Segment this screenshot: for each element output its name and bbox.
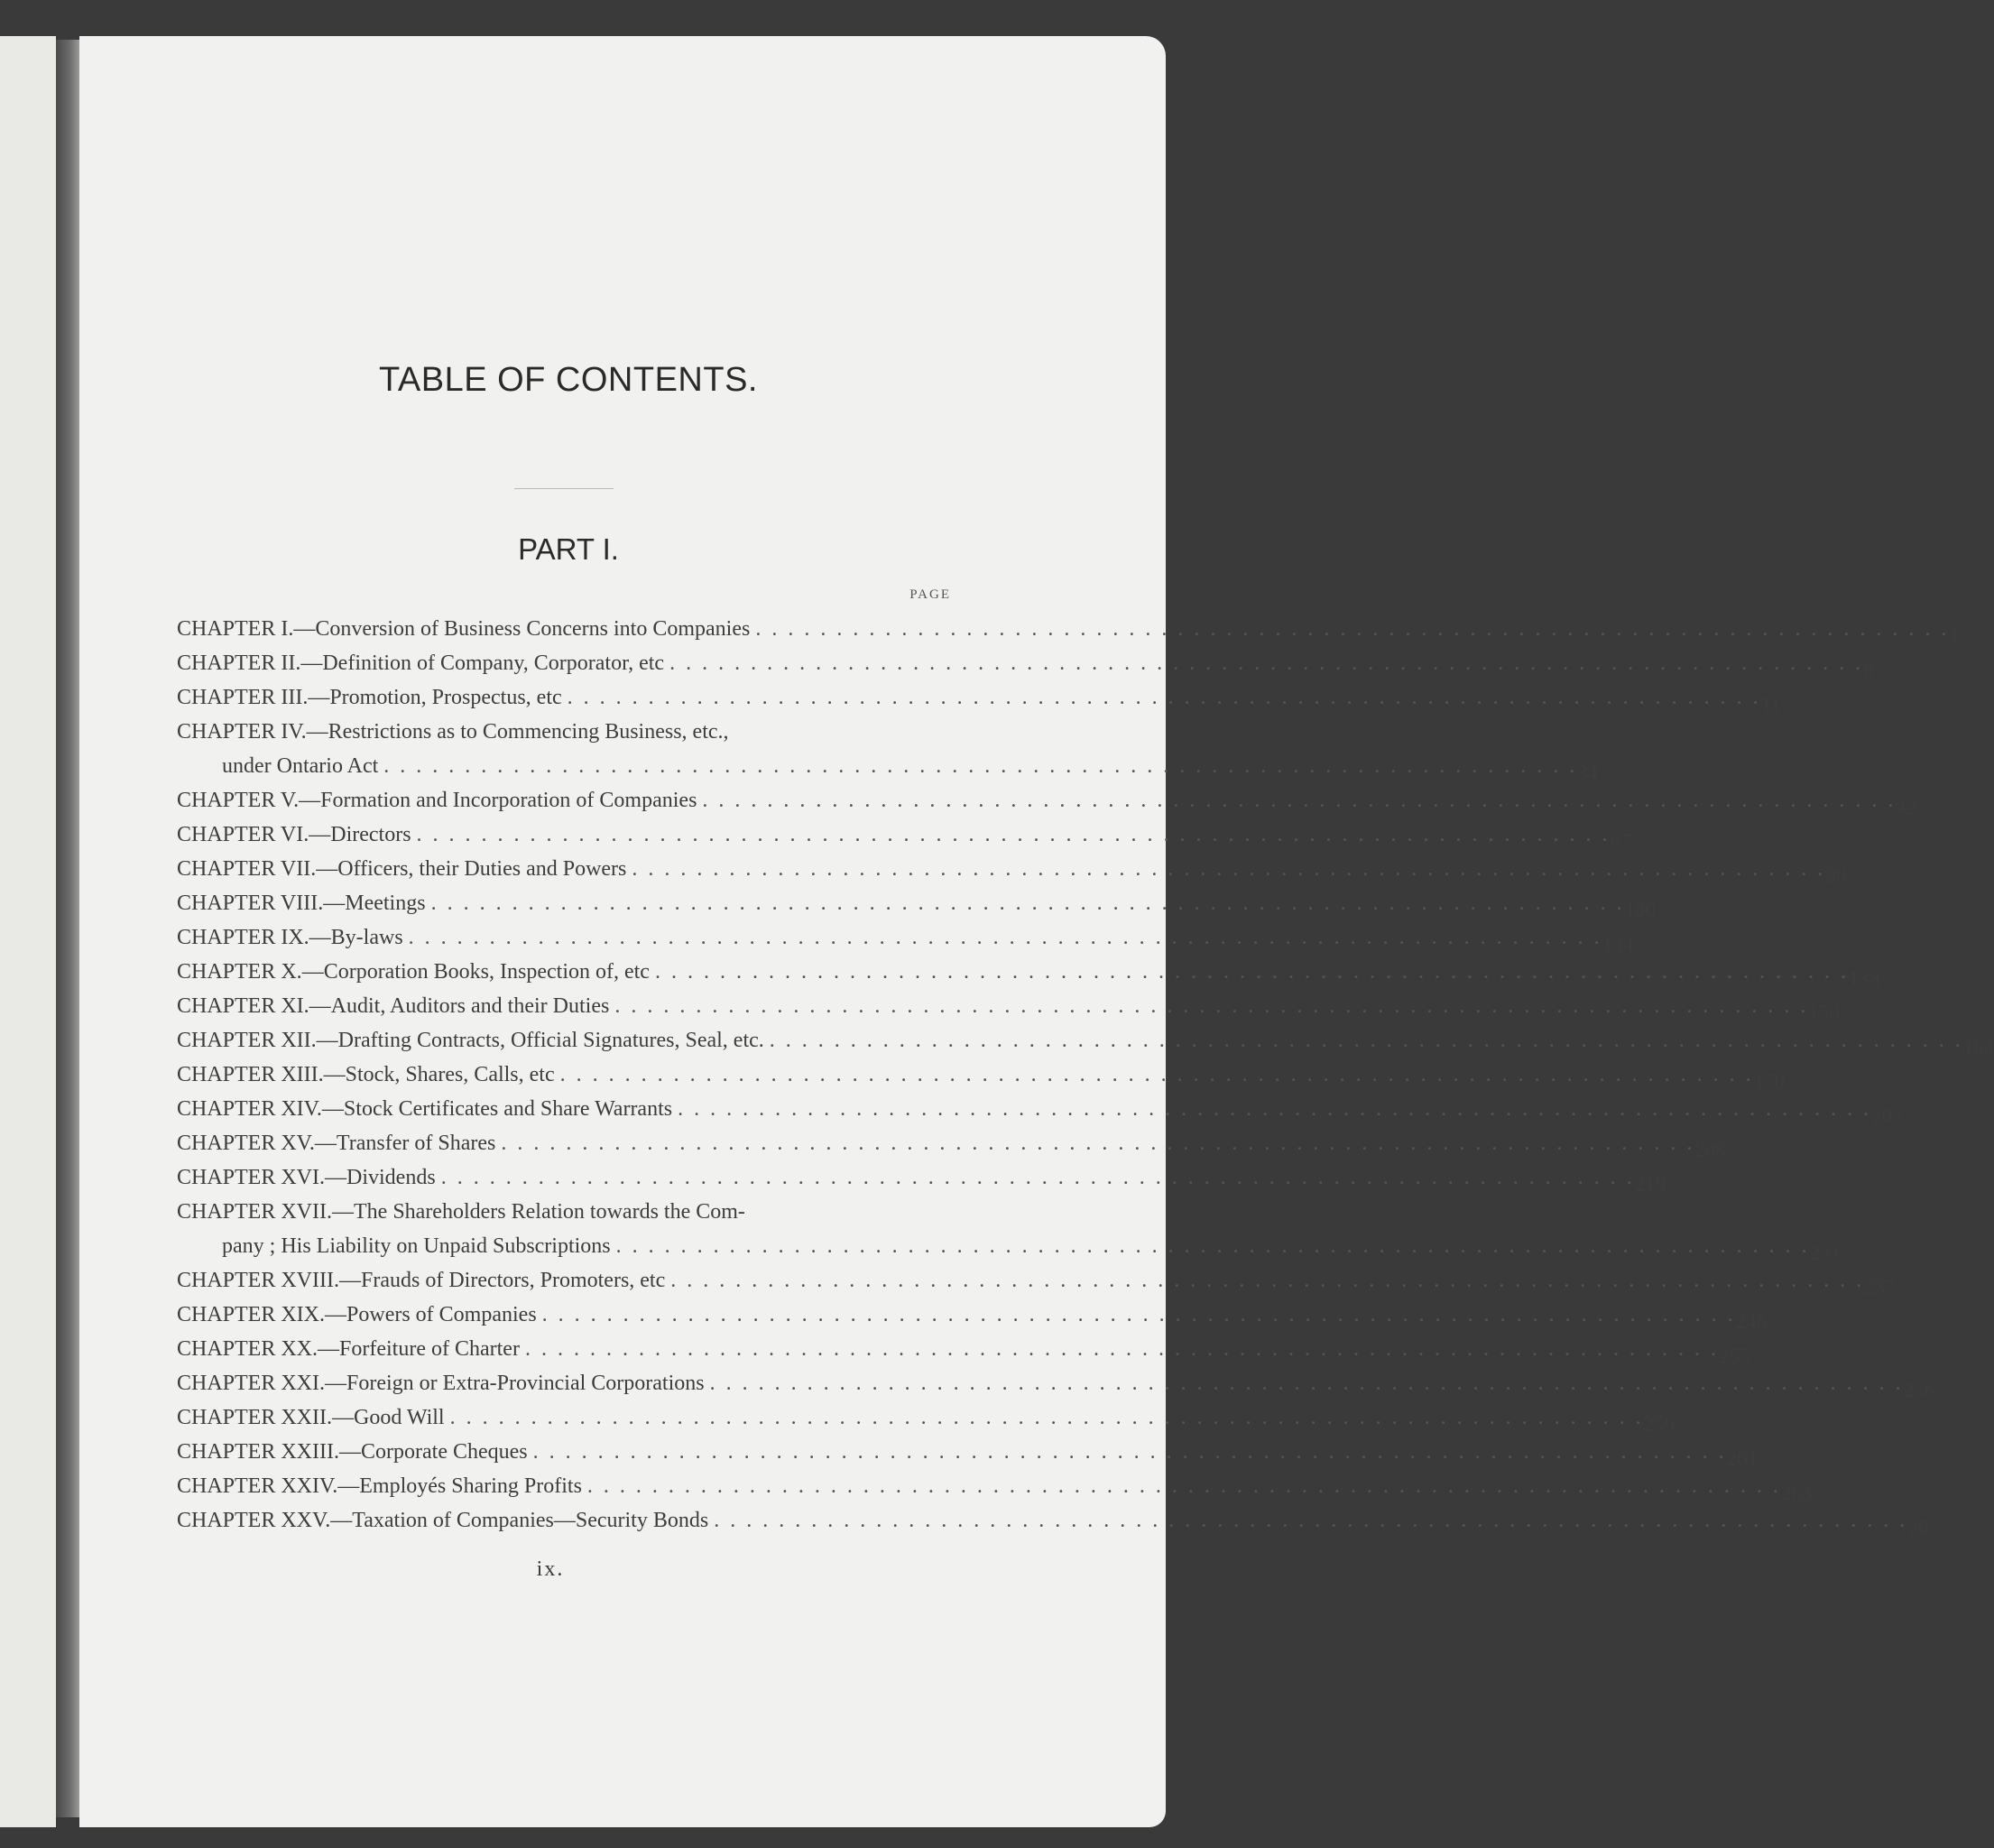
title-divider	[514, 488, 614, 489]
dot-leader: . . . . . . . . . . . . . . . . . . . . . . . . . . . . . . . . . . . . . . . . . . . . . . . . . . . . . . . . . . . . . . . . . . . . . . . . . .	[632, 857, 1826, 881]
chapter-number: CHAPTER XVI.	[177, 1166, 326, 1189]
chapter-title: —Audit, Auditors and their Duties	[309, 994, 610, 1018]
page-number: 11	[1760, 693, 1781, 716]
chapter-number: CHAPTER XXIV.	[177, 1474, 338, 1498]
chapter-title: —Drafting Contracts, Official Signatures, Seal, etc.	[316, 1029, 764, 1052]
toc-entry	[177, 1435, 1759, 1470]
chapter-title-continuation: pany ; His Liability on Unpaid Subscriptions	[222, 1234, 611, 1258]
chapter-number: CHAPTER III.	[177, 686, 309, 709]
toc-entry-text	[177, 886, 1625, 920]
toc-entry-text	[177, 1023, 1963, 1058]
toc-entry	[177, 612, 1960, 647]
toc-entry	[177, 955, 1880, 990]
facing-page-edge	[0, 36, 56, 1827]
chapter-title: —By-laws	[309, 926, 403, 949]
page-number: 255	[1718, 1344, 1750, 1367]
toc-entry-text	[177, 1400, 1644, 1435]
toc-entry	[177, 1263, 1896, 1298]
toc-entry-text	[177, 1160, 1635, 1195]
chapter-number: CHAPTER XXV.	[177, 1509, 331, 1532]
page-folio: ix.	[536, 1557, 565, 1581]
page-number: 205	[1871, 1104, 1903, 1127]
toc-entry	[177, 646, 1874, 681]
dot-leader: . . . . . . . . . . . . . . . . . . . . . . . . . . . . . . . . . . . . . . . . . . . . . . . . . . . . . . . . . . . . . . . . . . . . . . . . . .	[524, 1337, 1719, 1361]
toc-entry	[177, 680, 1781, 716]
toc-entry	[177, 1195, 1842, 1264]
page-number: 259	[1643, 1413, 1676, 1436]
dot-leader: . . . . . . . . . . . . . . . . . . . . . . . . . . . . . . . . . . . . . . . . . . . . . . . . . . . . . . . . . . . . . . . . . . . . . . . . . .	[615, 1234, 1810, 1258]
dot-leader: . . . . . . . . . . . . . . . . . . . . . . . . . . . . . . . . . . . . . . . . . . . . . . . . . . . . . . . . . . . . . . . . . . . . . . . . . .	[769, 1029, 1963, 1052]
page-number: 8	[1863, 659, 1874, 681]
toc-entry-text	[177, 1263, 1864, 1298]
chapter-title: —The Shareholders Relation towards the Com-	[332, 1200, 745, 1224]
chapter-number: CHAPTER XVII.	[177, 1200, 332, 1224]
chapter-title: —Stock Certificates and Share Warrants	[321, 1097, 673, 1121]
dot-leader: . . . . . . . . . . . . . . . . . . . . . . . . . . . . . . . . . . . . . . . . . . . . . . . . . . . . . . . . . . . . . . . . . . . . . . . . . .	[449, 1406, 1644, 1429]
chapter-number: CHAPTER VII.	[177, 857, 317, 881]
toc-entry	[177, 818, 1631, 853]
dot-leader: . . . . . . . . . . . . . . . . . . . . . . . . . . . . . . . . . . . . . . . . . . . . . . . . . . . . . . . . . . . . . . . . . . . . . . . . . .	[559, 1063, 1754, 1086]
page-number: 263	[1780, 1482, 1813, 1504]
chapter-title: —Promotion, Prospectus, etc	[308, 686, 562, 709]
dot-leader: . . . . . . . . . . . . . . . . . . . . . . . . . . . . . . . . . . . . . . . . . . . . . . . . . . . . . . . . . . . . . . . . . . . . . . . . . .	[383, 754, 1578, 778]
toc-entry	[177, 1298, 1768, 1333]
dot-leader: . . . . . . . . . . . . . . . . . . . . . . . . . . . . . . . . . . . . . . . . . . . . . . . . . . . . . . . . . . . . . . . . . . . . . . . . . .	[714, 1509, 1908, 1532]
page-number: 150	[1808, 1002, 1840, 1024]
chapter-number: CHAPTER XI.	[177, 994, 309, 1018]
page-column-label: PAGE	[909, 587, 951, 602]
dot-leader: . . . . . . . . . . . . . . . . . . . . . . . . . . . . . . . . . . . . . . . . . . . . . . . . . . . . . . . . . . . . . . . . . . . . . . . . . .	[408, 926, 1602, 949]
chapter-number: CHAPTER I.	[177, 617, 294, 641]
chapter-number: CHAPTER X.	[177, 960, 302, 984]
toc-entry-text	[177, 1469, 1781, 1503]
chapter-number: CHAPTER XIV.	[177, 1097, 322, 1121]
toc-entry-text	[177, 920, 1602, 955]
page-number: 219	[1634, 1173, 1666, 1196]
chapter-title: —Stock, Shares, Calls, etc	[323, 1063, 555, 1086]
chapter-number: CHAPTER XV.	[177, 1132, 315, 1155]
dot-leader: . . . . . . . . . . . . . . . . . . . . . . . . . . . . . . . . . . . . . . . . . . . . . . . . . . . . . . . . . . . . . . . . . . . . . . . . . .	[532, 1440, 1727, 1464]
toc-entry-text	[177, 818, 1611, 852]
chapter-title-continuation: under Ontario Act	[222, 754, 379, 778]
dot-leader: . . . . . . . . . . . . . . . . . . . . . . . . . . . . . . . . . . . . . . . . . . . . . . . . . . . . . . . . . . . . . . . . . . . . . . . . . .	[567, 686, 1761, 709]
page-number: 261	[1726, 1447, 1759, 1470]
chapter-title: —Dividends	[325, 1166, 436, 1189]
toc-entry-text	[177, 1503, 1907, 1538]
dot-leader: . . . . . . . . . . . . . . . . . . . . . . . . . . . . . . . . . . . . . . . . . . . . . . . . . . . . . . . . . . . . . . . . . . . . . . . . . .	[670, 1269, 1865, 1292]
toc-entry-text	[177, 989, 1808, 1023]
chapter-title: —Meetings	[323, 892, 426, 915]
page-number: 256	[1903, 1379, 1935, 1401]
chapter-number: CHAPTER IX.	[177, 926, 309, 949]
chapter-number: CHAPTER XX.	[177, 1337, 318, 1361]
page-number: 208	[1694, 1139, 1726, 1161]
toc-entry	[177, 852, 1847, 887]
toc-entry	[177, 920, 1634, 956]
dot-leader: . . . . . . . . . . . . . . . . . . . . . . . . . . . . . . . . . . . . . . . . . . . . . . . . . . . . . . . . . . . . . . . . . . . . . . . . . .	[755, 617, 1950, 641]
chapter-number: CHAPTER II.	[177, 651, 301, 675]
dot-leader: . . . . . . . . . . . . . . . . . . . . . . . . . . . . . . . . . . . . . . . . . . . . . . . . . . . . . . . . . . . . . . . . . . . . . . . . . .	[541, 1303, 1736, 1326]
toc-entry-text	[177, 646, 1863, 680]
dot-leader: . . . . . . . . . . . . . . . . . . . . . . . . . . . . . . . . . . . . . . . . . . . . . . . . . . . . . . . . . . . . . . . . . . . . . . . . . .	[702, 789, 1897, 812]
chapter-title: —Powers of Companies	[325, 1303, 537, 1326]
toc-entry	[177, 1058, 1786, 1093]
dot-leader: . . . . . . . . . . . . . . . . . . . . . . . . . . . . . . . . . . . . . . . . . . . . . . . . . . . . . . . . . . . . . . . . . . . . . . . . . .	[440, 1166, 1635, 1189]
chapter-title: —Formation and Incorporation of Companies	[299, 789, 697, 812]
toc-entry-text	[177, 1332, 1719, 1366]
chapter-title: —Definition of Company, Corporator, etc	[300, 651, 665, 675]
chapter-title: —Officers, their Duties and Powers	[316, 857, 627, 881]
page-number: 42	[1896, 796, 1917, 818]
dot-leader: . . . . . . . . . . . . . . . . . . . . . . . . . . . . . . . . . . . . . . . . . . . . . . . . . . . . . . . . . . . . . . . . . . . . . . . . . .	[501, 1132, 1695, 1155]
page-number: 1	[1949, 624, 1960, 647]
page-number: 134	[1602, 933, 1634, 956]
chapter-title: —Employés Sharing Profits	[337, 1474, 582, 1498]
toc-entry	[177, 1023, 1994, 1058]
toc-entry	[177, 989, 1840, 1024]
dot-leader: . . . . . . . . . . . . . . . . . . . . . . . . . . . . . . . . . . . . . . . . . . . . . . . . . . . . . . . . . . . . . . . . . . . . . . . . . .	[430, 892, 1625, 915]
dot-leader: . . . . . . . . . . . . . . . . . . . . . . . . . . . . . . . . . . . . . . . . . . . . . . . . . . . . . . . . . . . . . . . . . . . . . . . . . .	[709, 1372, 1904, 1395]
toc-entry	[177, 1366, 1935, 1401]
chapter-number: CHAPTER V.	[177, 789, 300, 812]
chapter-title: —Corporation Books, Inspection of, etc	[301, 960, 650, 984]
toc-entry	[177, 886, 1657, 921]
toc-entry-text	[177, 1298, 1736, 1332]
chapter-title: —Conversion of Business Concerns into Companies	[293, 617, 751, 641]
toc-entry-text	[177, 955, 1849, 989]
page-number: 231	[1809, 1242, 1842, 1264]
dot-leader: . . . . . . . . . . . . . . . . . . . . . . . . . . . . . . . . . . . . . . . . . . . . . . . . . . . . . . . . . . . . . . . . . . . . . . . . . .	[678, 1097, 1872, 1121]
toc-entry	[177, 783, 1917, 818]
chapter-title: —Foreign or Extra-Provincial Corporations	[325, 1372, 705, 1395]
page-number: 170	[1753, 1070, 1786, 1093]
chapter-title: —Forfeiture of Charter	[318, 1337, 520, 1361]
dot-leader: . . . . . . . . . . . . . . . . . . . . . . . . . . . . . . . . . . . . . . . . . . . . . . . . . . . . . . . . . . . . . . . . . . . . . . . . . .	[654, 960, 1849, 984]
dot-leader: . . . . . . . . . . . . . . . . . . . . . . . . . . . . . . . . . . . . . . . . . . . . . . . . . . . . . . . . . . . . . . . . . . . . . . . . . .	[416, 823, 1611, 846]
toc-entry-text	[177, 1058, 1754, 1092]
page-title: TABLE OF CONTENTS.	[378, 361, 758, 399]
toc-entry	[177, 1126, 1726, 1161]
chapter-number: CHAPTER XII.	[177, 1029, 317, 1052]
toc-entry	[177, 1160, 1666, 1196]
chapter-number: CHAPTER XXII.	[177, 1406, 332, 1429]
page-number: 67	[1610, 830, 1631, 853]
toc-entry-text	[177, 1092, 1871, 1126]
page-number: 163	[1962, 1036, 1994, 1058]
page-number: 34	[1577, 762, 1599, 784]
table-of-contents	[177, 612, 1994, 1538]
chapter-number: CHAPTER XVIII.	[177, 1269, 339, 1292]
toc-entry-text	[177, 715, 1577, 783]
chapter-title: —Taxation of Companies—Security Bonds	[330, 1509, 709, 1532]
page-number: 265	[1907, 1516, 1939, 1538]
toc-entry	[177, 1092, 1903, 1127]
chapter-number: CHAPTER XXI.	[177, 1372, 326, 1395]
chapter-title: —Restrictions as to Commencing Business, etc.,	[306, 720, 729, 744]
toc-entry	[177, 1400, 1676, 1436]
chapter-title: —Good Will	[332, 1406, 445, 1429]
toc-entry-text	[177, 680, 1761, 715]
chapter-title: —Corporate Cheques	[339, 1440, 528, 1464]
page-number: 246	[1735, 1310, 1768, 1333]
chapter-number: CHAPTER XIX.	[177, 1303, 326, 1326]
toc-entry-text	[177, 612, 1949, 646]
toc-entry	[177, 1469, 1813, 1504]
toc-entry-text	[177, 1126, 1694, 1160]
toc-entry-text	[177, 1195, 1810, 1263]
book-spine-shadow	[56, 40, 79, 1817]
page-number: 90	[1825, 864, 1847, 887]
toc-entry-text	[177, 1366, 1904, 1400]
page-number: 237	[1864, 1276, 1896, 1298]
toc-entry	[177, 1332, 1750, 1367]
chapter-title: —Directors	[309, 823, 411, 846]
chapter-number: CHAPTER XIII.	[177, 1063, 324, 1086]
chapter-number: CHAPTER IV.	[177, 720, 307, 744]
dot-leader: . . . . . . . . . . . . . . . . . . . . . . . . . . . . . . . . . . . . . . . . . . . . . . . . . . . . . . . . . . . . . . . . . . . . . . . . . .	[669, 651, 1864, 675]
toc-entry-text	[177, 852, 1825, 886]
dot-leader: . . . . . . . . . . . . . . . . . . . . . . . . . . . . . . . . . . . . . . . . . . . . . . . . . . . . . . . . . . . . . . . . . . . . . . . . . .	[586, 1474, 1781, 1498]
toc-entry	[177, 715, 1599, 784]
page-number: 138	[1848, 967, 1880, 990]
chapter-number: CHAPTER VIII.	[177, 892, 324, 915]
dot-leader: . . . . . . . . . . . . . . . . . . . . . . . . . . . . . . . . . . . . . . . . . . . . . . . . . . . . . . . . . . . . . . . . . . . . . . . . . .	[614, 994, 1809, 1018]
toc-entry-text	[177, 783, 1896, 818]
chapter-title: —Transfer of Shares	[314, 1132, 496, 1155]
chapter-number: CHAPTER VI.	[177, 823, 309, 846]
chapter-title: —Frauds of Directors, Promoters, etc	[339, 1269, 666, 1292]
page-number: 100	[1624, 899, 1657, 921]
toc-entry-text	[177, 1435, 1727, 1469]
part-heading: PART I.	[518, 532, 619, 566]
chapter-number: CHAPTER XXIII.	[177, 1440, 339, 1464]
toc-entry	[177, 1503, 1939, 1538]
